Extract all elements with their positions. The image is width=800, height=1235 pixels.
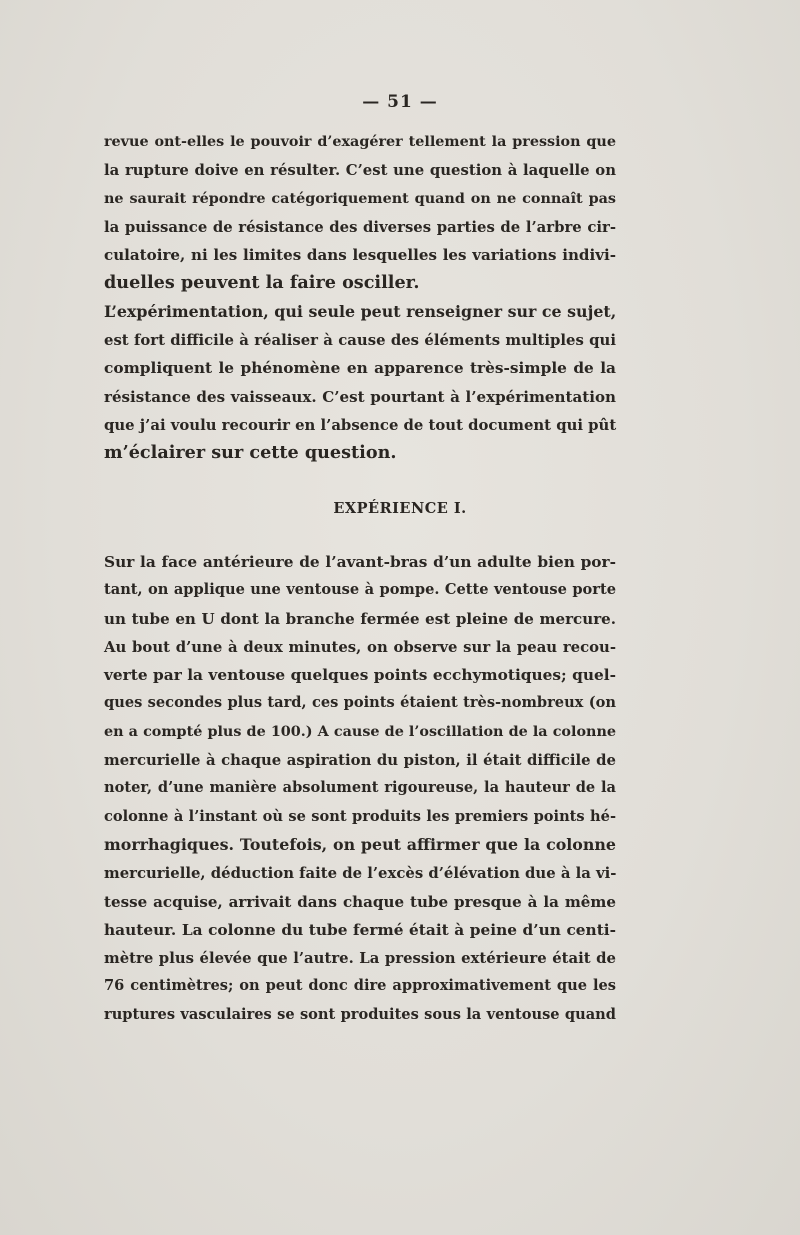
text-line: verte par la ventouse quelques points ecchymotiques; quel- (104, 666, 616, 685)
text-line: ques secondes plus tard, ces points étaient très-nombreux (on (104, 694, 616, 712)
body-text-top (104, 128, 616, 468)
text-line: Sur la face antérieure de l’avant-bras d’un adulte bien por- (104, 553, 616, 571)
text-line: noter, d’une manière absolument rigoureuse, la hauteur de la (104, 779, 616, 797)
text-line: mètre plus élevée que l’autre. La pression extérieure était de (104, 949, 616, 968)
text-line: Au bout d’une à deux minutes, on observe sur la peau recou- (104, 637, 616, 656)
page-number: — 51 — (362, 92, 438, 112)
text-line: un tube en U dont la branche fermée est pleine de mercure. (104, 609, 616, 628)
text-line: mercurielle à chaque aspiration du piston, il était difficile de (104, 751, 616, 770)
text-line: en a compté plus de 100.) A cause de l’oscillation de la colonne (104, 723, 616, 740)
text-line: tesse acquise, arrivait dans chaque tube presque à la même (104, 892, 616, 911)
text-line: que j’ai voulu recourir en l’absence de tout document qui pût (104, 415, 617, 434)
text-line: revue ont-elles le pouvoir d’exagérer tellement la pression que (104, 134, 616, 150)
text-line: duelles peuvent la faire osciller. (104, 272, 420, 294)
text-line: résistance des vaisseaux. C’est pourtant à l’expérimentation (104, 387, 616, 406)
text-line: compliquent le phénomène en apparence très-simple de la (104, 359, 616, 378)
text-line: mercurielle, déduction faite de l’excès d’élévation due à la vi- (104, 864, 617, 883)
text-line: la puissance de résistance des diverses parties de l’arbre cir- (104, 217, 616, 236)
text-line: tant, on applique une ventouse à pompe. Cette ventouse porte (104, 581, 616, 599)
body-text-bottom (104, 548, 616, 1029)
text-line: ne saurait répondre catégoriquement quand on ne connaît pas (104, 190, 616, 207)
text-line: la rupture doive en résulter. C’est une question à laquelle on (104, 161, 616, 180)
text-line: ruptures vasculaires se sont produites sous la ventouse quand (104, 1005, 616, 1023)
text-line: morrhagiques. Toutefois, on peut affirmer que la colonne (104, 834, 616, 854)
text-line: m’éclairer sur cette question. (104, 442, 397, 464)
text-line: est fort difficile à réaliser à cause des éléments multiples qui (104, 331, 616, 350)
text-line: hauteur. La colonne du tube fermé était à peine d’un centi- (104, 920, 616, 939)
section-heading: EXPÉRIENCE I. (333, 500, 467, 517)
text-line: 76 centimètres; on peut donc dire approximativement que les (104, 977, 616, 995)
text-line: L’expérimentation, qui seule peut renseigner sur ce sujet, (104, 301, 617, 321)
text-line: culatoire, ni les limites dans lesquelles les variations indivi- (104, 246, 616, 265)
text-line: colonne à l’instant où se sont produits les premiers points hé- (104, 807, 616, 825)
